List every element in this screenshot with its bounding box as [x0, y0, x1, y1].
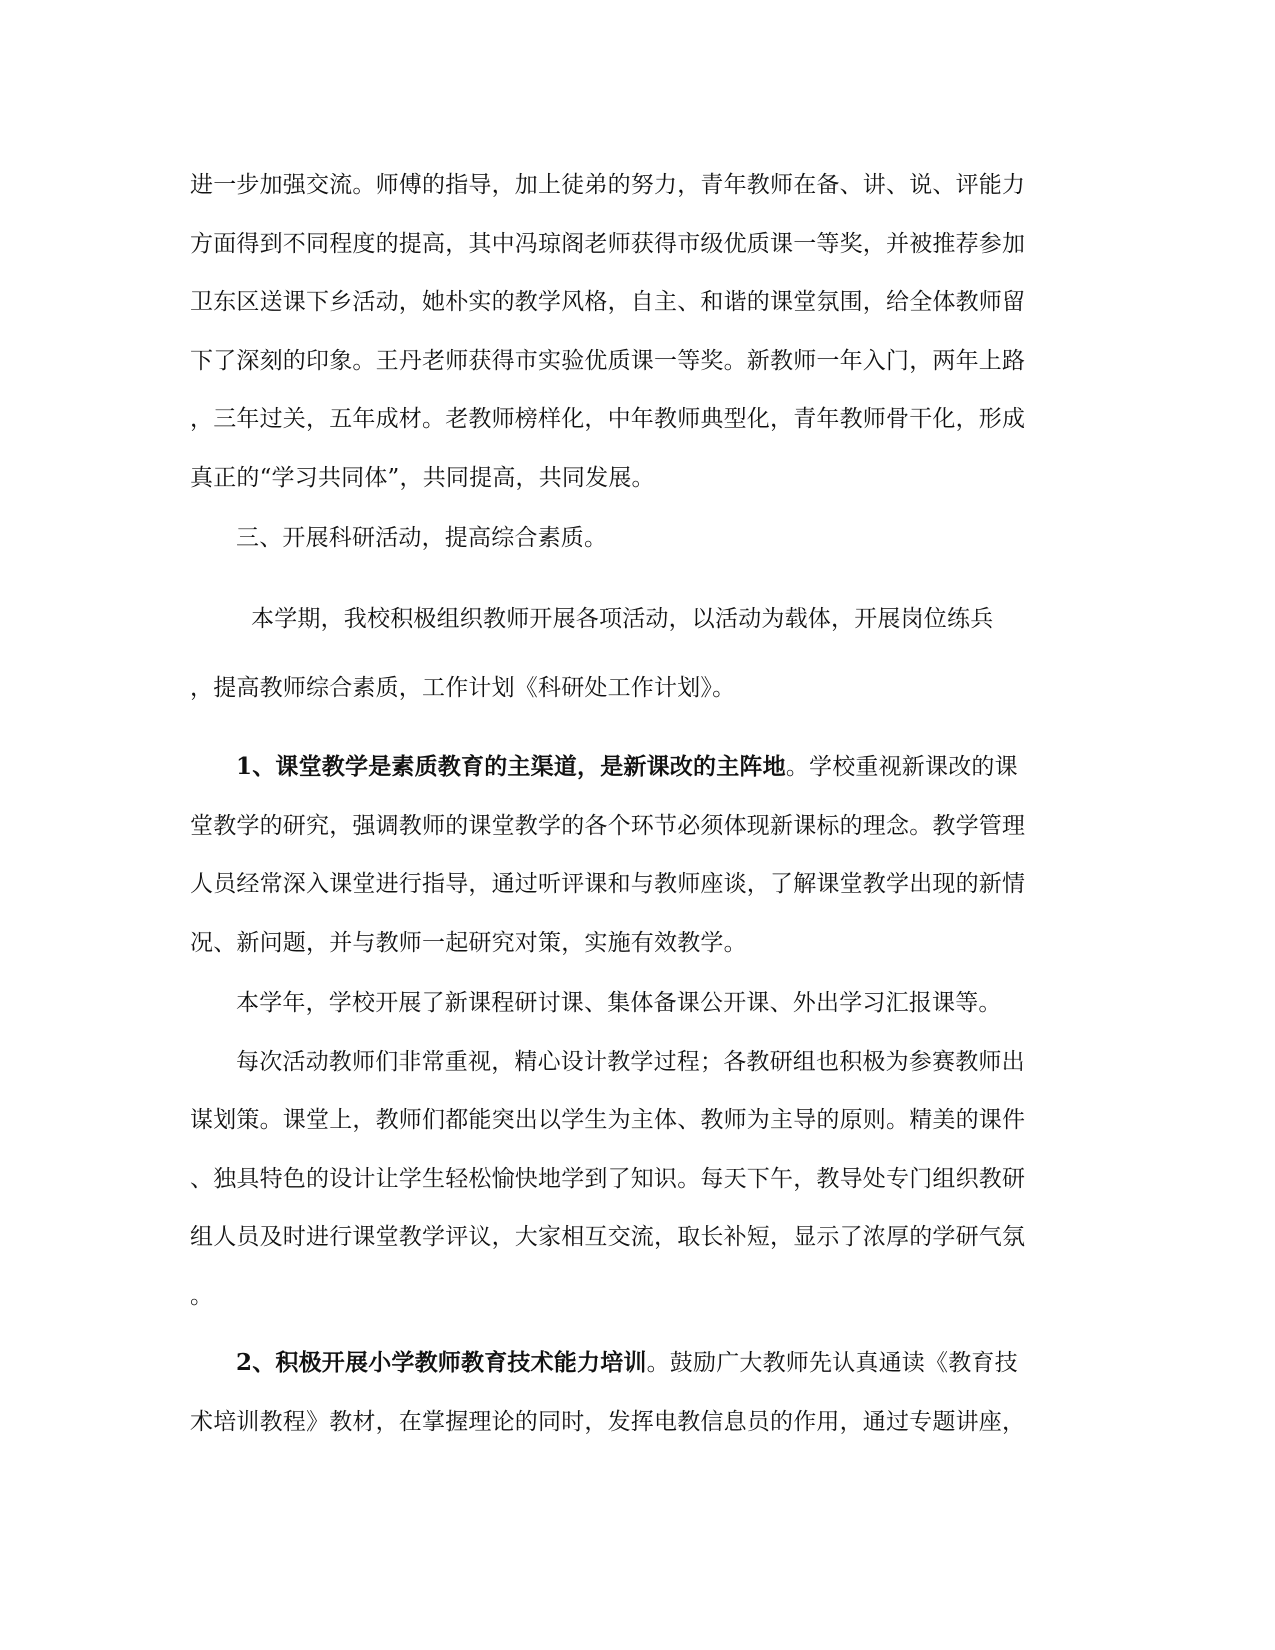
text-line: 、独具特色的设计让学生轻松愉快地学到了知识。每天下午，教导处专门组织教研 [190, 1166, 1026, 1192]
text-line: 况、新问题，并与教师一起研究对策，实施有效教学。 [190, 930, 747, 956]
text-line: ，三年过关，五年成材。老教师榜样化，中年教师典型化，青年教师骨干化，形成 [190, 406, 1026, 432]
text-line: 。 [190, 1283, 214, 1309]
text-line: ，提高教师综合素质，工作计划《科研处工作计划》。 [190, 675, 736, 701]
text-line: 下了深刻的印象。王丹老师获得市实验优质课一等奖。新教师一年入门，两年上路 [190, 348, 1026, 374]
text-line: 每次活动教师们非常重视，精心设计教学过程；各教研组也积极为参赛教师出 [236, 1049, 1025, 1075]
text-line: 真正的“学习共同体”，共同提高，共同发展。 [190, 465, 655, 491]
text-line: 术培训教程》教材，在掌握理论的同时，发挥电教信息员的作用，通过专题讲座， [190, 1409, 1026, 1435]
bold-lead: 2、积极开展小学教师教育技术能力培训 [236, 1349, 647, 1376]
text-line: 本学期，我校积极组织教师开展各项活动，以活动为载体，开展岗位练兵 [251, 606, 994, 632]
text-line: 进一步加强交流。师傅的指导，加上徒弟的努力，青年教师在备、讲、说、评能力 [190, 172, 1026, 198]
section-heading: 三、开展科研活动，提高综合素质。 [236, 525, 608, 551]
text-line [236, 752, 1136, 782]
text-line: 人员经常深入课堂进行指导，通过听评课和与教师座谈，了解课堂教学出现的新情 [190, 871, 1026, 897]
bold-lead: 1、课堂教学是素质教育的主渠道，是新课改的主阵地 [236, 753, 786, 780]
text-line: 卫东区送课下乡活动，她朴实的教学风格，自主、和谐的课堂氛围，给全体教师留 [190, 289, 1026, 315]
text-line: 方面得到不同程度的提高，其中冯琼阁老师获得市级优质课一等奖，并被推荐参加 [190, 231, 1026, 257]
text-line: 组人员及时进行课堂教学评议，大家相互交流，取长补短，显示了浓厚的学研气氛 [190, 1224, 1026, 1250]
text-line: 堂教学的研究，强调教师的课堂教学的各个环节必须体现新课标的理念。教学管理 [190, 813, 1026, 839]
text-span: 。鼓励广大教师先认真通读《教育技 [646, 1350, 1018, 1376]
text-line: 本学年，学校开展了新课程研讨课、集体备课公开课、外出学习汇报课等。 [236, 990, 1002, 1016]
text-line: 谋划策。课堂上，教师们都能突出以学生为主体、教师为主导的原则。精美的课件 [190, 1107, 1026, 1133]
text-span: 。学校重视新课改的课 [785, 754, 1018, 780]
text-line [236, 1348, 1136, 1378]
